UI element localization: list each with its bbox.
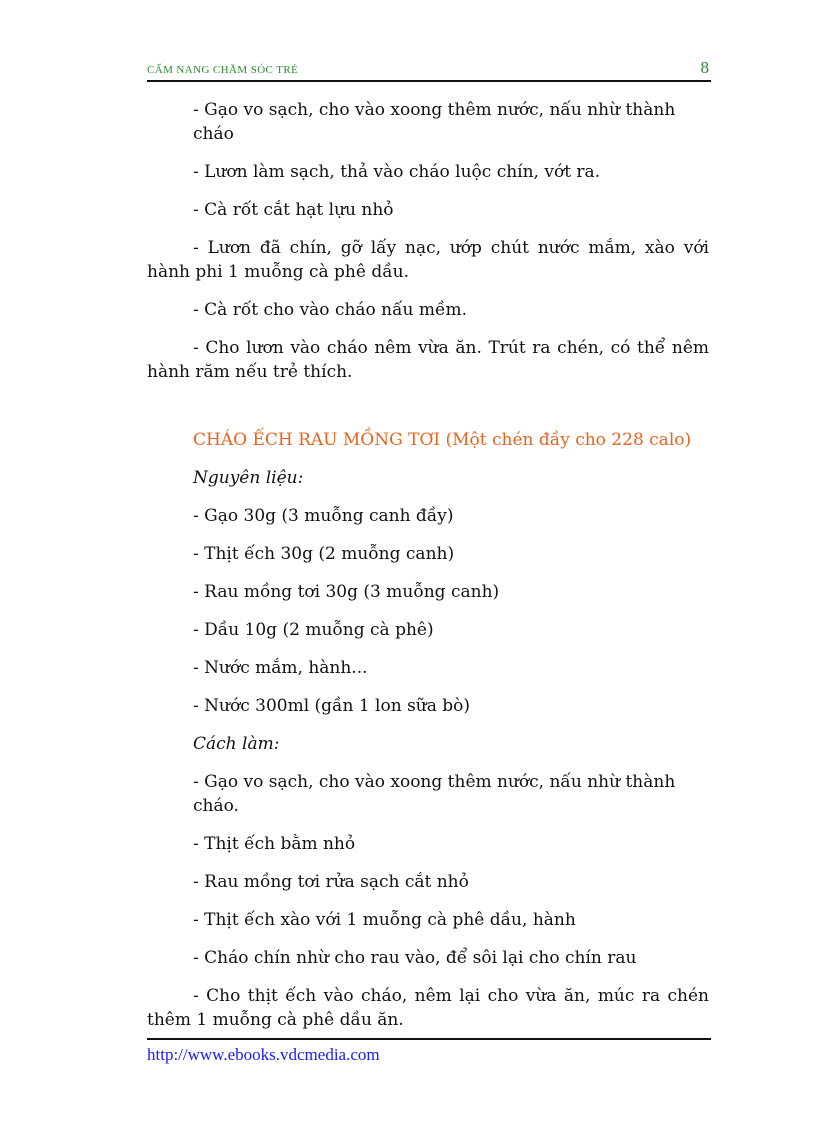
- section-spacer: [147, 398, 709, 428]
- ingredient-item: - Gạo 30g (3 muỗng canh đầy): [193, 506, 454, 526]
- method-step: - Gạo vo sạch, cho vào xoong thêm nước, nấu nhừ thành cháo.: [193, 772, 676, 816]
- method-step: - Thịt ếch xào với 1 muỗng cà phê dầu, hành: [193, 910, 576, 930]
- intro-step: - Cà rốt cho vào cháo nấu mềm.: [193, 300, 468, 320]
- ingredient-item: - Nước mắm, hành...: [193, 658, 368, 678]
- page-header: [147, 58, 711, 82]
- ingredient-item: - Nước 300ml (gần 1 lon sữa bò): [193, 696, 471, 716]
- intro-step: - Gạo vo sạch, cho vào xoong thêm nước, nấu nhừ thành cháo: [193, 100, 676, 144]
- method-step: - Thịt ếch bằm nhỏ: [193, 834, 356, 854]
- recipe-title: CHÁO ẾCH RAU MỒNG TƠI (Một chén đầy cho 228 calo): [193, 430, 692, 450]
- page-number: 8: [700, 58, 709, 77]
- intro-step: - Cho lươn vào cháo nêm vừa ăn. Trút ra chén, có thể nêm hành răm nếu trẻ thích.: [147, 338, 709, 382]
- header-title: CẨM NANG CHĂM SÓC TRẺ: [147, 64, 299, 76]
- page-content: [147, 98, 709, 1046]
- method-heading: Cách làm:: [193, 734, 280, 754]
- intro-step: - Lươn làm sạch, thả vào cháo luộc chín, vớt ra.: [193, 162, 601, 182]
- method-step: - Cháo chín nhừ cho rau vào, để sôi lại cho chín rau: [193, 948, 637, 968]
- intro-step: - Lươn đã chín, gỡ lấy nạc, ướp chút nước mắm, xào với hành phi 1 muỗng cà phê dầu.: [147, 238, 709, 282]
- method-step: - Rau mồng tơi rửa sạch cắt nhỏ: [193, 872, 469, 892]
- intro-step: - Cà rốt cắt hạt lựu nhỏ: [193, 200, 394, 220]
- ingredient-item: - Rau mồng tơi 30g (3 muỗng canh): [193, 582, 500, 602]
- ingredient-item: - Dầu 10g (2 muỗng cà phê): [193, 620, 434, 640]
- footer-link[interactable]: http://www.ebooks.vdcmedia.com: [147, 1045, 380, 1064]
- footer-rule: [147, 1038, 711, 1040]
- method-step: - Cho thịt ếch vào cháo, nêm lại cho vừa ăn, múc ra chén thêm 1 muỗng cà phê dầu ăn.: [147, 986, 709, 1030]
- ingredients-heading: Nguyên liệu:: [193, 468, 304, 488]
- ingredient-item: - Thịt ếch 30g (2 muỗng canh): [193, 544, 455, 564]
